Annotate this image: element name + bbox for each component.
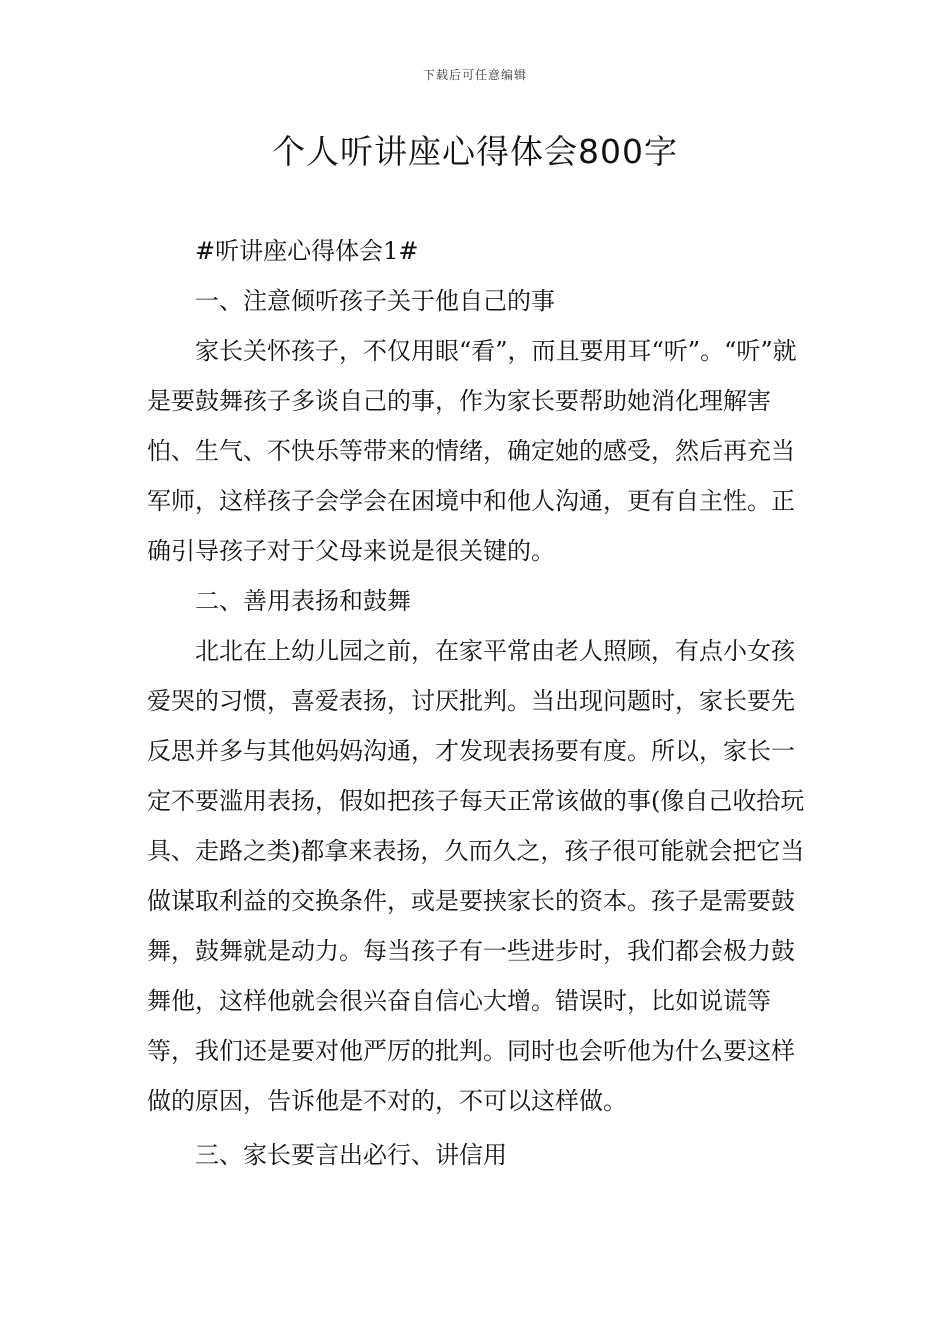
body-paragraph: 北北在上幼儿园之前，在家平常由老人照顾，有点小女孩爱哭的习惯，喜爱表扬，讨厌批判。当出现问题时，家长要先反思并多与其他妈妈沟通，才发现表扬要有度。所以，家长一定不要滥用表扬，假如把孩子每天正常该做的事(像自己收拾玩具、走路之类)都拿来表扬，久而久之，孩子很可能就会把它当做谋取利益的交换条件，或是要挟家长的资本。孩子是需要鼓舞，鼓舞就是动力。每当孩子有一些进步时，我们都会极力鼓舞他，这样他就会很兴奋自信心大增。错误时，比如说谎等等，我们还是要对他严厉的批判。同时也会听他为什么要这样做的原因，告诉他是不对的，不可以这样做。 xyxy=(147,637,805,1115)
section-heading: 三、家长要言出必行、讲信用 xyxy=(195,1141,507,1169)
document-body xyxy=(147,226,807,1180)
body-paragraph: 家长关怀孩子，不仅用眼“看”，而且要用耳“听”。“听”就是要鼓舞孩子多谈自己的事，作为家长要帮助她消化理解害怕、生气、不快乐等带来的情绪，确定她的感受，然后再充当军师，这样孩子会学会在困境中和他人沟通，更有自主性。正确引导孩子对于父母来说是很关键的。 xyxy=(147,337,797,565)
header-note: 下载后可任意编辑 xyxy=(422,68,527,82)
section-marker: #听讲座心得体会1# xyxy=(195,237,419,265)
section-heading: 二、善用表扬和鼓舞 xyxy=(195,587,411,615)
section-heading: 一、注意倾听孩子关于他自己的事 xyxy=(195,287,555,315)
document-title: 个人听讲座心得体会800字 xyxy=(272,132,678,171)
